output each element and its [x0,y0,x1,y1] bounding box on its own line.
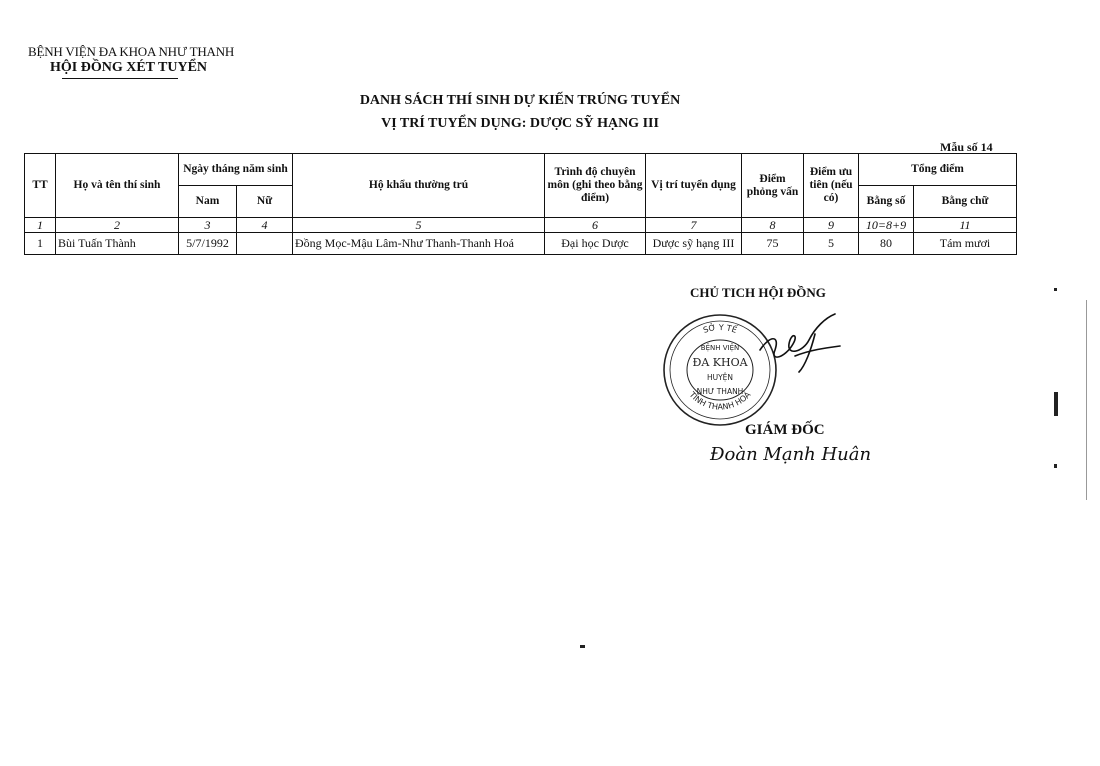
index-cell: 11 [914,218,1017,233]
document-subtitle: VỊ TRÍ TUYỂN DỤNG: DƯỢC SỸ HẠNG III [381,116,659,131]
seal-text-top: SỞ Y TẾ [701,322,739,335]
cell-total-words: Tám mươi [914,233,1017,255]
signature-mark [755,310,845,380]
index-cell: 8 [742,218,804,233]
cell-female [237,233,293,255]
index-row [25,218,1017,233]
chair-label: CHỦ TICH HỘI ĐỒNG [690,285,826,300]
header-row [25,154,1017,186]
scan-speck [1054,392,1058,416]
form-number: Mẫu số 14 [940,140,993,154]
index-cell: 6 [545,218,646,233]
table-row [25,233,1017,255]
cell-position: Dược sỹ hạng III [646,233,742,255]
index-cell: 10=8+9 [859,218,914,233]
index-cell: 4 [237,218,293,233]
director-name: Đoàn Mạnh Huân [710,444,872,465]
header-total-number: Bằng số [859,186,914,218]
header-position: Vị trí tuyển dụng [646,154,742,218]
council-name: HỘI ĐỒNG XÉT TUYỂN [50,60,208,75]
council-underline [62,78,178,79]
header-tt: TT [25,154,56,218]
scan-speck [1054,464,1057,468]
header-name: Họ và tên thí sinh [56,154,179,218]
index-cell: 2 [56,218,179,233]
index-cell: 7 [646,218,742,233]
cell-residence: Đồng Mọc-Mậu Lâm-Như Thanh-Thanh Hoá [293,233,545,255]
seal-text-general: ĐA KHOA [692,356,748,369]
header-residence: Hộ khẩu thường trú [293,154,545,218]
director-title: GIÁM ĐỐC [745,422,825,438]
header-total-words: Bằng chữ [914,186,1017,218]
header-interview: Điểm phỏng vấn [742,154,804,218]
cell-tt: 1 [25,233,56,255]
index-cell: 1 [25,218,56,233]
seal-text-bottom: TỈNH THANH HOÁ [687,390,753,412]
header-priority: Điểm ưu tiên (nếu có) [804,154,859,218]
cell-male: 5/7/1992 [179,233,237,255]
cell-total-number: 80 [859,233,914,255]
candidate-table [24,153,1017,255]
cell-name: Bùi Tuấn Thành [56,233,179,255]
index-cell: 9 [804,218,859,233]
scan-edge-line [1086,300,1087,500]
cell-interview: 75 [742,233,804,255]
cell-priority: 5 [804,233,859,255]
seal-text-hospital: BỆNH VIỆN [700,344,740,352]
seal-text-place: NHƯ THANH [696,387,744,396]
scan-speck [1054,288,1057,291]
header-qualification: Trình độ chuyên môn (ghi theo bằng điểm) [545,154,646,218]
document-title: DANH SÁCH THÍ SINH DỰ KIẾN TRÚNG TUYỂN [359,93,681,108]
index-cell: 3 [179,218,237,233]
header-male: Nam [179,186,237,218]
header-female: Nữ [237,186,293,218]
seal-text-district: HUYỆN [706,373,734,382]
organization-name: BỆNH VIỆN ĐA KHOA NHƯ THANH [28,44,235,59]
scan-speck [580,645,585,648]
cell-qualification: Đại học Dược [545,233,646,255]
header-total: Tổng điểm [859,154,1017,186]
index-cell: 5 [293,218,545,233]
header-dob: Ngày tháng năm sinh [179,154,293,186]
